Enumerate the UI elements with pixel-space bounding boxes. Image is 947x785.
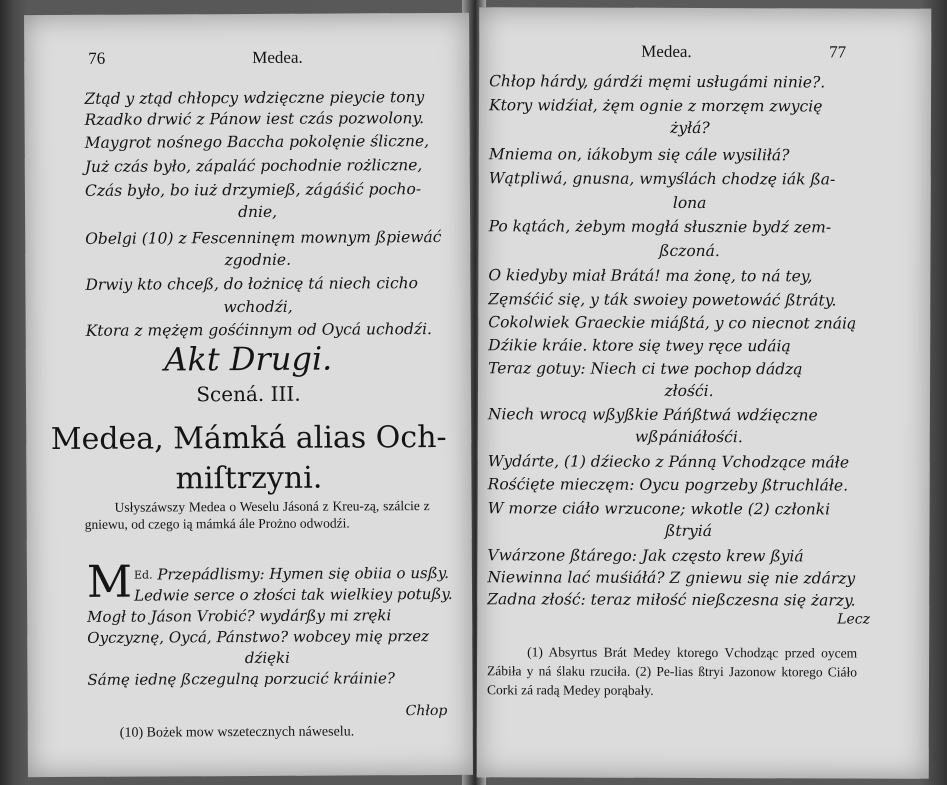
verse-line: Vwárzone ßtárego: Jak często krew ßyiá [487,546,804,566]
right-header [479,41,931,67]
footnote-text: (1) Absyrtus Brát Medey ktorego Vchodząc przed oycem Zábiła y ná ślaku rzuciła. (2) Pe-lias ßtryi Jazonow ktorego Ciáło Corki zá radą Medey porąbały. [486,644,858,698]
verse-line [479,117,931,140]
verse-line [478,380,930,403]
verse-continuation: złośći. [664,381,714,401]
speaker-abbreviation: Ed. [133,568,153,582]
characters-heading [26,418,471,500]
verse-line: Wydárte, (1) dźiecko z Pánną Vchodzące máłe [487,452,850,472]
verse-line: Zadna złość: teraz miłość nießczesna się żarzy. [487,590,856,610]
verse-line [477,520,929,543]
catchword: Lecz [837,611,871,628]
right-page [477,7,932,779]
drop-cap: M [86,556,133,608]
verse-line: Po kątách, żebym mogłá słusznie bydź zem- [488,217,832,237]
verse-continuation: żyłá? [670,118,710,138]
verse-continuation: ßczoná. [659,241,720,261]
verse-line: Maygrot nośnego Baccha pokolęnie śliczne, [84,132,430,152]
speech-line: Mogł to Jáson Vrobić? wydárßy mi zręki [87,606,392,626]
act-title: Akt Drugi. [164,339,333,379]
verse-line: Obelgi (10) z Fescenninęm mownym ßpiewáć [85,227,442,248]
verse-line [25,249,470,272]
verse-line: Drwiy kto chceß, do łożnicę tá niech cicho [85,274,418,294]
right-page-number: 77 [829,42,847,62]
speech-line-text: Przepádlismy: Hymen się obiia o usßy. [157,563,449,584]
verse-continuation: zgodnie. [224,250,292,270]
verse-line: Niewinna lać muśiáłá? Z gniewu się nie zdárzy [487,568,856,588]
verse-line: Rośćięte mieczęm: Oycu pogrzeby ßtruchláłe. [487,475,849,495]
verse-continuation: wchodźi, [223,297,293,317]
verse-line: Cokolwiek Graeckie miáßtá, y co niecnot znáią [488,313,857,333]
verse-line: Rzadko drwić z Pánow iest czás pozwolony. [84,109,425,129]
verse-line: Ktory widźiał, żęm ognie z morzęm zwycię [488,96,823,116]
stage-direction-text: Usłyszáwszy Medea o Weselu Jásoná z Kreu-zą, szálcie z gniewu, od czego ią mámká ále Prożno odwodźi. [84,498,430,532]
footnote: (10) Bożek mow wszetecznych náweselu. [119,724,355,741]
right-running-head: Medea. [641,41,692,61]
verse-continuation: dnie, [238,202,278,222]
medea-speech [86,556,453,691]
verse-line: Zęmśćić się, y ták swoiey powetowáć ßtráty. [488,290,837,310]
left-page-number: 76 [88,48,106,68]
verse-line [479,192,931,215]
speech-line [87,563,447,586]
stage-direction [85,497,430,533]
left-header [24,47,469,73]
verse-continuation: ßtryiá [665,521,713,541]
left-running-head: Medea. [252,47,303,67]
verse-line: Mniema on, iákobym się cále wysiliłá? [488,145,790,165]
characters-line: Medea, Mámká alias Och- [50,419,447,458]
footnote [487,642,857,700]
verse-line: Wątpliwá, gnusna, wmyślách chodzę iák ßa- [488,169,836,189]
verse-line [478,240,930,263]
verse-line: Niech wrocą wßyßkie Páńßtwá wdźięczne [487,405,818,425]
verse-line: Już czás było, zápaláć pochodnie rożliczne, [84,156,423,176]
verse-line: O kiedyby miał Brátá! ma żonę, to ná tey, [488,266,813,286]
characters-line: miſtrzyni. [175,460,323,497]
verse-line: Czás było, bo iuż drzymieß, zágáśić pocho- [84,180,422,200]
verse-line [25,201,470,224]
verse-continuation: wßpániáłośći. [634,427,743,447]
verse-line [25,296,470,319]
speech-line: Sámę iednę ßczegulną porzucić kráinie? [87,669,395,689]
verse-continuation: lona [672,193,707,213]
verse-line: W morze ciáło wrzucone; wkotle (2) członki [487,499,831,519]
left-page [24,13,473,777]
catchword: Chłop [405,702,448,720]
speech-continuation: dźięki [244,648,290,668]
verse-line: Chłop hárdy, gárdźi męmi usługámi ninie?. [489,72,826,92]
verse-line [478,426,930,449]
speech-line: Ledwie serce o złości tak wielkiey potußy. [134,584,453,605]
verse-line: Dźikie kráie. ktore się twey ręce udáią [488,336,791,356]
scene-title: Scená. III. [196,381,301,407]
verse-line: Teraz gotuy: Niech ci twe pochop dádzą [488,359,803,379]
verse-line: Ktora z mężęm gośćinnym od Oycá uchodźi. [85,320,433,340]
speech-line: Oyczyznę, Oycá, Pánstwo? wobcey mię przez [87,627,430,647]
verse-line: Ztąd y ztąd chłopcy wdzięczne pieycie tony [84,88,425,108]
